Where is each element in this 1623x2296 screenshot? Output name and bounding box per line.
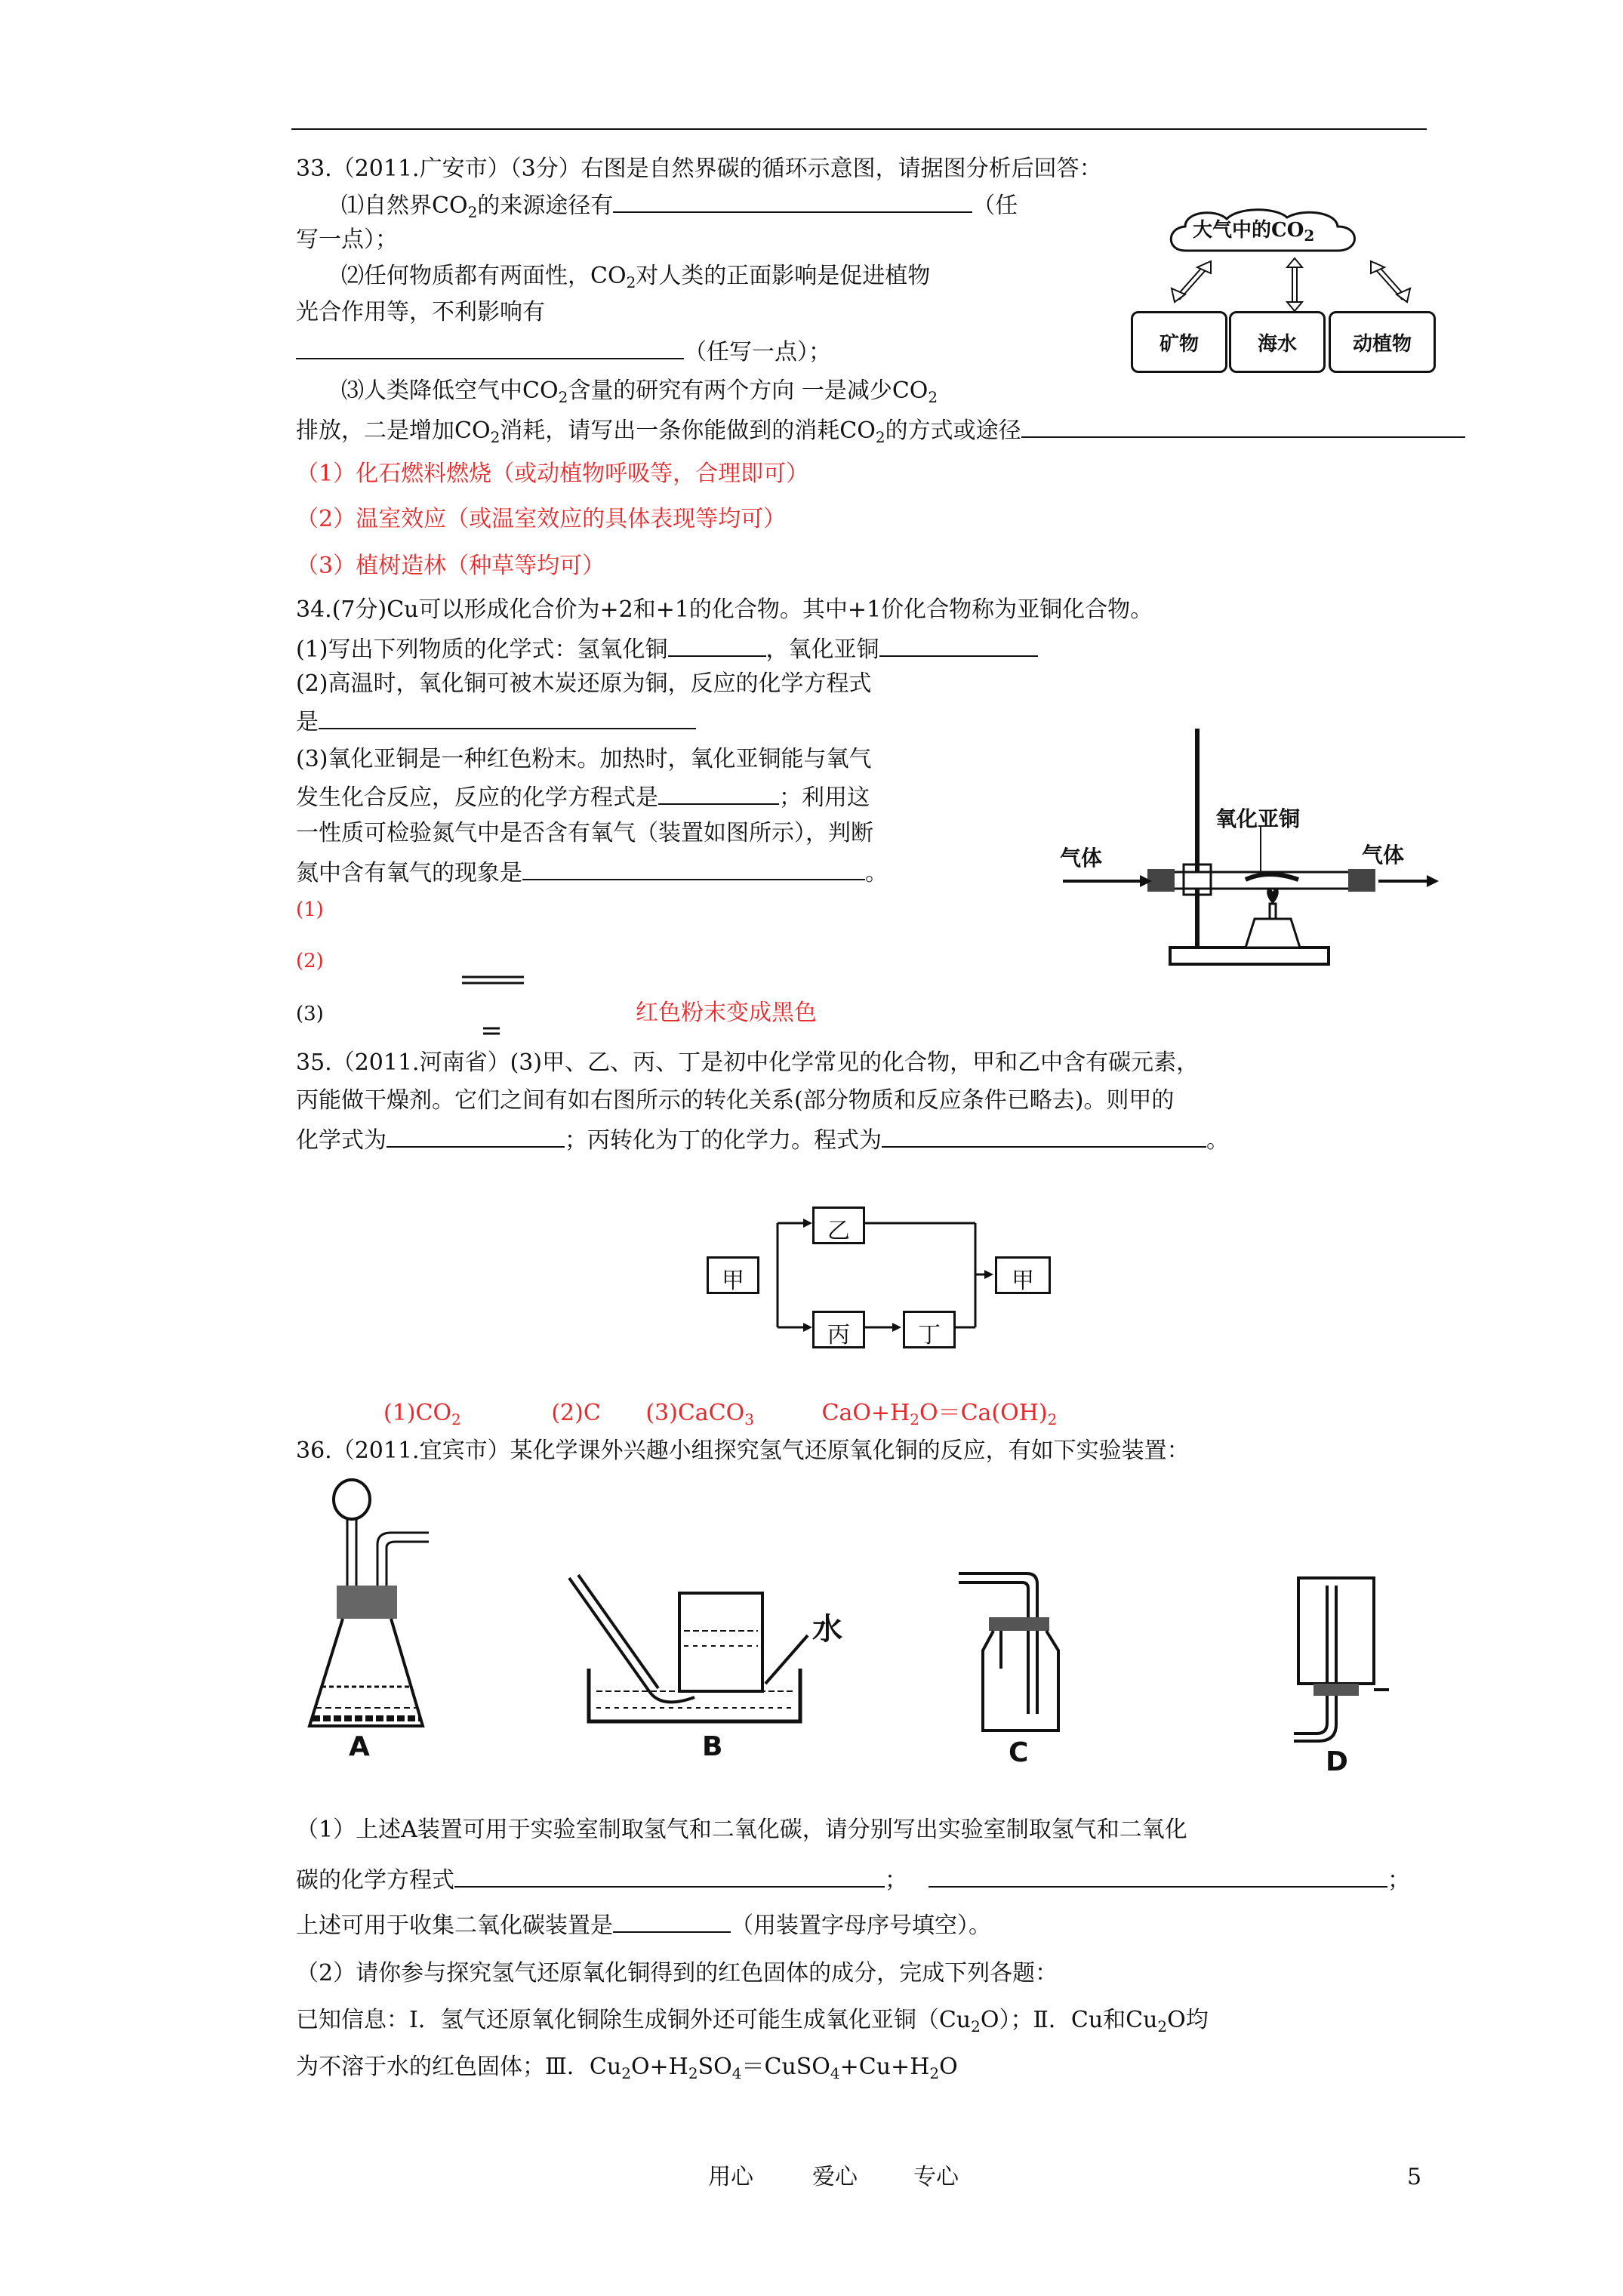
q33-blank-3[interactable] [1021,415,1465,438]
q36-part1-line-2: 碳的化学方程式 ； ； [296,1865,1410,1894]
header-rule [291,128,1427,130]
q34-apparatus-label-top: 氧化亚铜 [1215,806,1301,831]
q33-blank-1[interactable] [613,190,972,213]
q35-blank-2[interactable] [882,1125,1206,1148]
q34-answer-3-label: (3) [296,1003,324,1025]
q35-box-yi: 乙 [812,1207,865,1244]
q34-line-1: (1)写出下列物质的化学式：氢氧化铜 ，氧化亚铜 [296,634,1038,664]
footer-text-2: 爱心 [812,2164,858,2190]
q35-line-2: 丙能做干燥剂。它们之间有如右图所示的转化关系(部分物质和反应条件已略去)。则甲的 [296,1087,1175,1114]
q33-title: 33.（2011.广安市）（3分）右图是自然界碳的循环示意图，请据图分析后回答： [296,156,1102,182]
carbon-cycle-arrows [1132,257,1449,317]
q36-known-info-1: 已知信息：Ⅰ．氢气还原氧化铜除生成铜外还可能生成氧化亚铜$(Cu_2O)$；Ⅱ．Cu和$Cu_2O$均 [296,2007,1209,2036]
q36-known-info-2: 为不溶于水的红色固体；Ⅲ．$Cu_2O+H_2SO_4=CuSO_4+Cu+H_2O$ [296,2054,958,2082]
q35-blank-1[interactable] [387,1125,565,1148]
q36-label-b: B [702,1731,723,1762]
carbon-cycle-box-seawater: 海水 [1229,311,1326,373]
q34-line-7: 氮中含有氧气的现象是 。 [296,858,888,887]
q36-label-c: C [1009,1737,1029,1768]
q36-blank-1[interactable] [454,1865,885,1888]
q35-line-3: 化学式为 ；丙转化为丁的化学力。程式为 。 [296,1125,1229,1154]
page-number: 5 [1407,2164,1422,2190]
q35-box-jia-2: 甲 [995,1256,1051,1294]
q34-line-6: 一性质可检验氮气中是否含有氧气（装置如图所示），判断 [296,820,873,846]
q33-blank-2[interactable] [296,337,684,359]
q34-line-4: (3)氧化亚铜是一种红色粉末。加热时，氧化亚铜能与氧气 [296,746,872,772]
q34-line-2: (2)高温时，氧化铜可被木炭还原为铜，反应的化学方程式 [296,670,872,697]
q36-apparatus-c [944,1563,1079,1744]
footer-text-3: 专心 [913,2164,959,2190]
q34-apparatus-gas-out: 气体 [1362,843,1405,868]
q34-blank-1[interactable] [668,634,766,657]
q36-label-d: D [1326,1746,1348,1777]
q33-answer-2: （2）温室效应（或温室效应的具体表现等均可） [296,506,787,532]
q36-apparatus-b [559,1570,830,1737]
q36-blank-3[interactable] [613,1910,731,1933]
q34-blank-4[interactable] [658,782,779,805]
q35-box-ding: 丁 [903,1311,956,1348]
q36-part1-line-1: （1）上述A装置可用于实验室制取氢气和二氧化碳，请分别写出实验室制取氢气和二氧化 [296,1817,1187,1843]
q35-box-bing: 丙 [812,1311,865,1348]
q34-line-5: 发生化合反应，反应的化学方程式是 ；利用这 [296,782,870,812]
q33-part3-cont: 排放，二是增加$CO_2$消耗，请写出一条你能做到的消耗$CO_2$的方式或途径 [296,415,1465,445]
q36-apparatus-d [1283,1563,1419,1744]
q36-apparatus-a [302,1472,438,1759]
q33-part2-cont: 光合作用等，不利影响有 [296,299,545,325]
q34-line-3: 是 [296,707,696,736]
q34-answer-1: (1) [296,898,324,921]
q34-blank-2[interactable] [879,634,1038,657]
q35-line-1: 35.（2011.河南省）(3)甲、乙、丙、丁是初中化学常见的化合物，甲和乙中含有碳元素， [296,1049,1200,1076]
q36-part1-line-3: 上述可用于收集二氧化碳装置是 （用装置字母序号填空）。 [296,1910,991,1940]
q36-title: 36.（2011.宜宾市）某化学课外兴趣小组探究氢气还原氧化铜的反应，有如下实验装置： [296,1438,1190,1464]
q33-answer-1: （1）化石燃料燃烧（或动植物呼吸等，合理即可） [296,461,809,487]
q33-answer-3: （3）植树造林（种草等均可） [296,553,605,579]
q33-part2: ⑵任何物质都有两面性，$CO_2$对人类的正面影响是促进植物 [341,263,931,291]
carbon-cycle-box-minerals: 矿物 [1131,311,1227,373]
q35-box-jia: 甲 [707,1256,759,1294]
carbon-cycle-box-organisms: 动植物 [1329,311,1436,373]
q33-part2-blank-line: （任写一点）； [296,337,831,366]
q36-blank-2[interactable] [929,1865,1387,1888]
q36-part2: （2）请你参与探究氢气还原氧化铜得到的红色固体的成分，完成下列各题： [296,1960,1058,1986]
q34-answer-3: 红色粉末变成黑色 [636,1000,817,1026]
q34-equation-sign [460,974,528,1042]
q33-part3: ⑶人类降低空气中$CO_2$含量的研究有两个方向 一是减少$CO_2$ [341,378,938,406]
q34-blank-5[interactable] [522,858,865,880]
q34-blank-3[interactable] [319,707,696,729]
q36-label-water: 水 [812,1612,842,1647]
q33-part1: ⑴自然界$CO_2$的来源途径有 （任 [341,190,1018,220]
q34-apparatus-gas-in: 气体 [1060,846,1103,871]
q34-answer-2: (2) [296,950,324,972]
q33-part1-cont: 写一点）； [296,227,398,253]
footer-text-1: 用心 [708,2164,753,2190]
q36-label-a: A [349,1731,370,1762]
q34-title: 34.(7分)Cu可以形成化合价为+2和+1的化合物。其中+1价化合物称为亚铜化合物。 [296,596,1153,623]
q35-answers: $(1)CO_2$ (2)C (3)CaCO$_3$ $CaO+H_2O=Ca(OH)_2$ [383,1400,1058,1428]
carbon-cycle-cloud-label: 大气中的$CO_2$ [1193,219,1315,245]
